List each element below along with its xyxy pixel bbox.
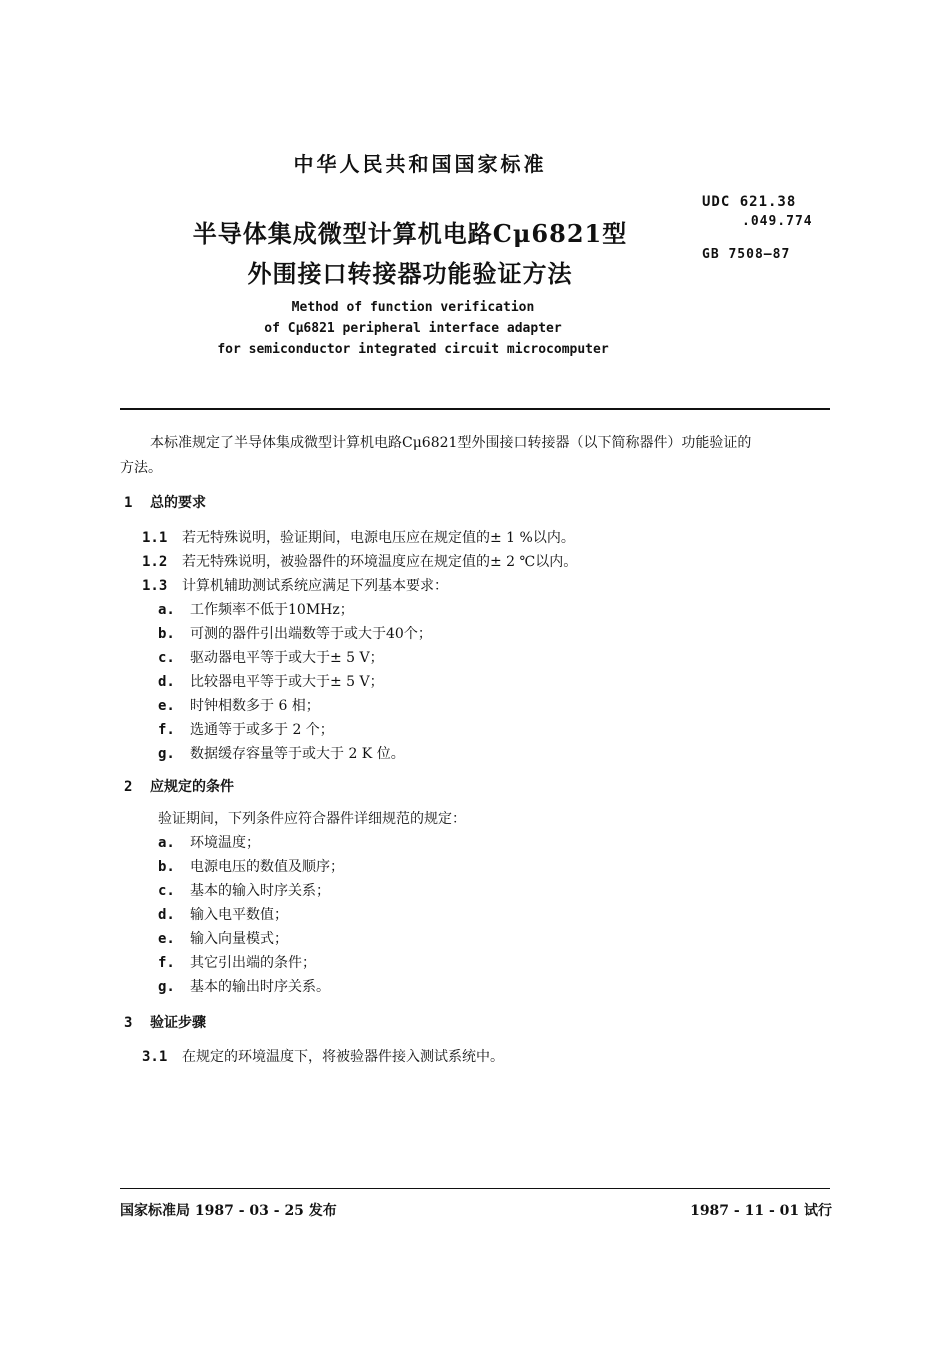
section-title: 总的要求	[150, 495, 206, 511]
list-text: 输入电平数值；	[190, 907, 288, 923]
title-en-line3: for semiconductor integrated circuit microcomputer	[217, 342, 609, 357]
list-item	[158, 904, 288, 924]
clause-text: 在规定的环境温度下，将被验器件接入测试系统中。	[182, 1049, 504, 1065]
list-item	[158, 832, 260, 852]
list-text: 工作频率不低于10MHz；	[190, 602, 354, 618]
section-number: 1	[124, 495, 133, 511]
list-item	[158, 623, 432, 643]
list-item	[158, 719, 334, 739]
list-item	[158, 976, 330, 996]
clause-number: 1.2	[142, 554, 168, 570]
section-2-lead: 验证期间，下列条件应符合器件详细规范的规定：	[158, 811, 466, 827]
title-cn-line2: 外围接口转接器功能验证方法	[247, 259, 573, 288]
list-item	[158, 743, 405, 763]
list-text: 数据缓存容量等于或大于 2 K 位。	[190, 746, 405, 762]
list-text: 输入向量模式；	[190, 931, 288, 947]
list-letter: a.	[158, 835, 175, 851]
list-item	[158, 695, 320, 715]
clause-text: 若无特殊说明，验证期间，电源电压应在规定值的± 1 %以内。	[182, 530, 575, 546]
clause-text: 若无特殊说明，被验器件的环境温度应在规定值的± 2 ℃以内。	[182, 554, 578, 570]
list-letter: d.	[158, 907, 175, 923]
list-letter: a.	[158, 602, 175, 618]
section-title: 验证步骤	[150, 1015, 206, 1031]
header-divider	[120, 408, 830, 410]
effective-date: 1987 - 11 - 01 试行	[690, 1203, 832, 1219]
clause-number: 3.1	[142, 1049, 168, 1065]
title-en-line1: Method of function verification	[291, 300, 535, 315]
title-en-line2: of Cμ6821 peripheral interface adapter	[264, 321, 562, 336]
list-item	[158, 856, 344, 876]
issue-date: 国家标准局 1987 - 03 - 25 发布	[120, 1203, 337, 1219]
list-item	[158, 671, 384, 691]
list-text: 可测的器件引出端数等于或大于40个；	[190, 626, 432, 642]
list-text: 驱动器电平等于或大于± 5 V；	[190, 650, 384, 666]
udc-code-line1: UDC 621.38	[702, 194, 797, 210]
clause-number: 1.1	[142, 530, 168, 546]
list-letter: b.	[158, 626, 175, 642]
list-text: 电源电压的数值及顺序；	[190, 859, 344, 875]
section-2-heading	[124, 776, 234, 796]
list-letter: g.	[158, 979, 175, 995]
list-text: 环境温度；	[190, 835, 260, 851]
list-letter: f.	[158, 722, 175, 738]
list-letter: c.	[158, 650, 175, 666]
section-number: 2	[124, 779, 133, 795]
clause-1-2	[142, 551, 577, 571]
list-item	[158, 952, 316, 972]
section-title: 应规定的条件	[150, 779, 234, 795]
list-text: 比较器电平等于或大于± 5 V；	[190, 674, 384, 690]
list-text: 基本的输出时序关系。	[190, 979, 330, 995]
list-text: 时钟相数多于 6 相；	[190, 698, 320, 714]
section-number: 3	[124, 1015, 133, 1031]
issuing-country-standard-label: 中华人民共和国国家标准	[293, 152, 547, 176]
udc-code-line2: .049.774	[742, 214, 813, 229]
list-letter: g.	[158, 746, 175, 762]
list-letter: e.	[158, 698, 175, 714]
list-letter: d.	[158, 674, 175, 690]
list-item	[158, 880, 330, 900]
list-text: 选通等于或多于 2 个；	[190, 722, 334, 738]
list-item	[158, 599, 354, 619]
title-cn-line1: 半导体集成微型计算机电路Cμ6821型	[192, 219, 628, 248]
footer-divider	[120, 1188, 830, 1189]
intro-line1: 本标准规定了半导体集成微型计算机电路Cμ6821型外围接口转接器（以下简称器件）功能验证的	[150, 435, 752, 451]
clause-1-1	[142, 527, 575, 547]
clause-text: 计算机辅助测试系统应满足下列基本要求：	[182, 578, 448, 594]
intro-line2: 方法。	[120, 460, 162, 476]
list-letter: e.	[158, 931, 175, 947]
gb-standard-number: GB 7508—87	[702, 247, 791, 262]
section-3-heading	[124, 1012, 206, 1032]
list-letter: b.	[158, 859, 175, 875]
list-letter: c.	[158, 883, 175, 899]
list-text: 其它引出端的条件；	[190, 955, 316, 971]
list-item	[158, 928, 288, 948]
section-1-heading	[124, 492, 206, 512]
clause-3-1	[142, 1046, 504, 1066]
list-item	[158, 647, 384, 667]
clause-number: 1.3	[142, 578, 168, 594]
list-text: 基本的输入时序关系；	[190, 883, 330, 899]
clause-1-3	[142, 575, 448, 595]
list-letter: f.	[158, 955, 175, 971]
